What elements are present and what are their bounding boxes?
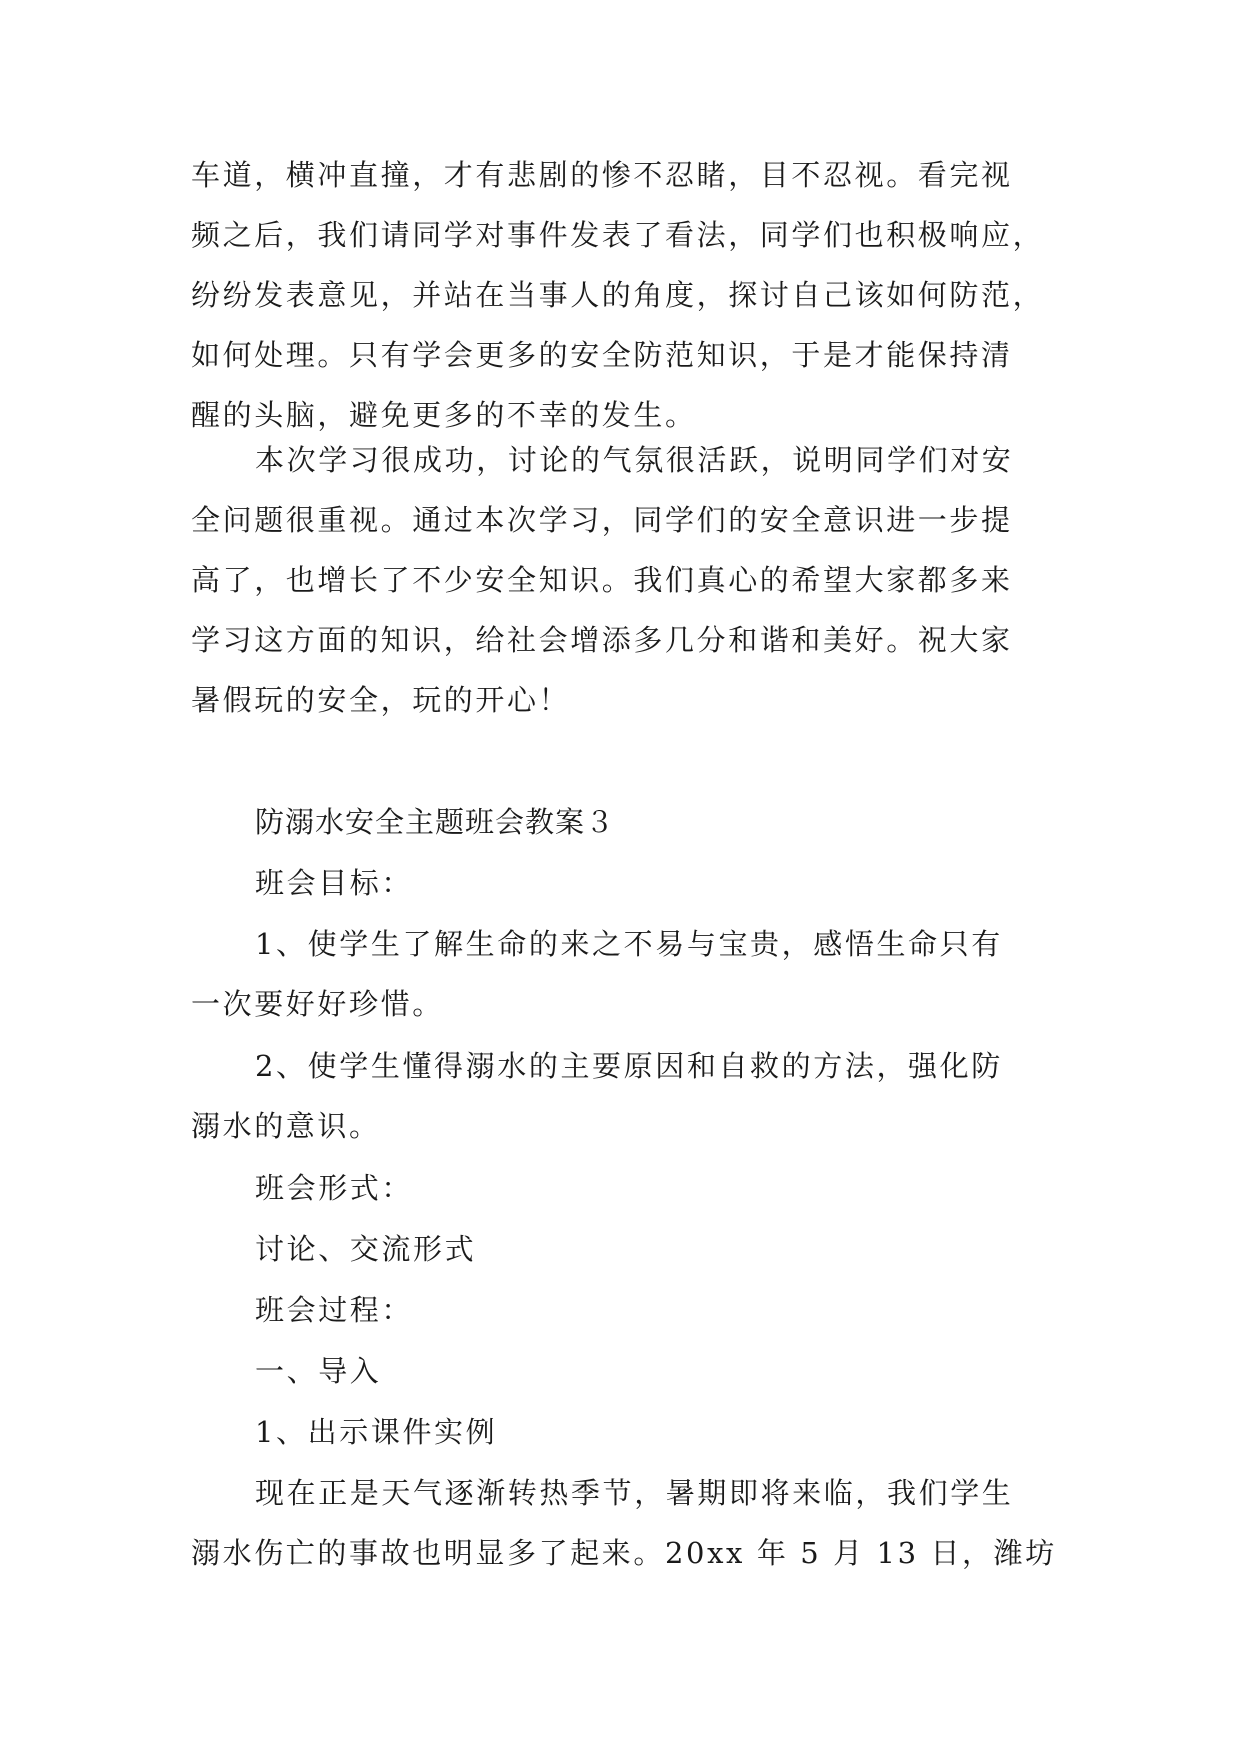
form-heading: 班会形式： <box>255 1171 414 1205</box>
section-heading: 一、导入 <box>255 1354 382 1388</box>
text-line: 高了，也增长了不少安全知识。我们真心的希望大家都多来 <box>191 563 1013 597</box>
text-line: 车道，横冲直撞，才有悲剧的惨不忍睹，目不忍视。看完视 <box>191 158 1013 192</box>
form-text-block <box>191 1219 1051 1279</box>
text-line: 溺水伤亡的事故也明显多了起来。20xx 年 5 月 13 日，潍坊 <box>191 1536 1057 1570</box>
text-line: 纷纷发表意见，并站在当事人的角度，探讨自己该如何防范， <box>191 278 1045 312</box>
text-line: 2、使学生懂得溺水的主要原因和自救的方法，强化防 <box>255 1049 1003 1083</box>
text-line: 本次学习很成功，讨论的气氛很活跃，说明同学们对安 <box>255 443 1014 477</box>
text-line: 醒的头脑，避免更多的不幸的发生。 <box>191 398 697 432</box>
goal-1 <box>191 914 1051 1034</box>
text-line: 1、使学生了解生命的来之不易与宝贵，感悟生命只有 <box>255 927 1003 961</box>
process-heading: 班会过程： <box>255 1293 414 1327</box>
text-line: 学习这方面的知识，给社会增添多几分和谐和美好。祝大家 <box>191 623 1013 657</box>
form-heading-block <box>191 1158 1051 1218</box>
text-line: 现在正是天气逐渐转热季节，暑期即将来临，我们学生 <box>255 1476 1014 1510</box>
text-line: 溺水的意识。 <box>191 1109 381 1143</box>
form-text: 讨论、交流形式 <box>255 1232 477 1266</box>
paragraph-summary <box>191 430 1051 730</box>
process-heading-block <box>191 1280 1051 1340</box>
text-line: 频之后，我们请同学对事件发表了看法，同学们也积极响应， <box>191 218 1045 252</box>
goals-heading-block <box>191 853 1051 913</box>
text-line: 暑假玩的安全，玩的开心！ <box>191 683 571 717</box>
subsection-1-block <box>191 1402 1051 1462</box>
section-title-block <box>191 792 1051 852</box>
text-line: 全问题很重视。通过本次学习，同学们的安全意识进一步提 <box>191 503 1013 537</box>
goals-heading: 班会目标： <box>255 866 414 900</box>
paragraph-video-discussion <box>191 145 1051 445</box>
text-line: 如何处理。只有学会更多的安全防范知识，于是才能保持清 <box>191 338 1013 372</box>
subsection-heading: 1、出示课件实例 <box>255 1415 498 1449</box>
document-title: 防溺水安全主题班会教案３ <box>255 805 616 839</box>
paragraph-introduction <box>191 1463 1057 1583</box>
goal-2 <box>191 1036 1051 1156</box>
section-1-block <box>191 1341 1051 1401</box>
text-line: 一次要好好珍惜。 <box>191 987 444 1021</box>
